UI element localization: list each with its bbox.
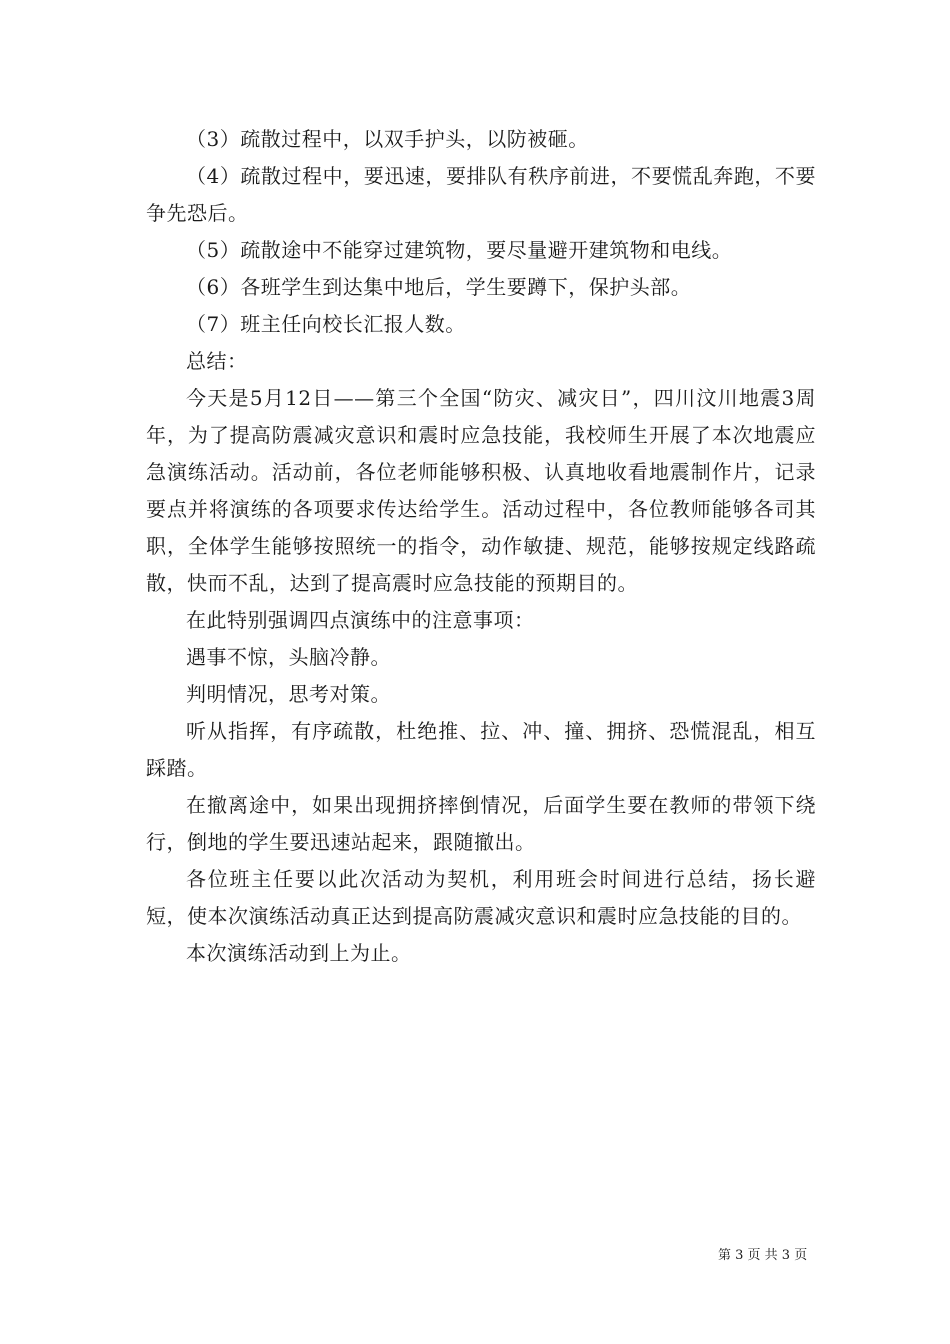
note-item-4: 在撤离途中，如果出现拥挤摔倒情况，后面学生要在教师的带领下绕行，倒地的学生要迅速站起来，跟随撤出。 — [146, 793, 816, 854]
closing-paragraph: 各位班主任要以此次活动为契机，利用班会时间进行总结，扬长避短，使本次演练活动真正达到提高防震减灾意识和震时应急技能的目的。 — [146, 867, 816, 928]
page-number-footer: 第 3 页 共 3 页 — [718, 1248, 808, 1263]
document-body — [146, 121, 816, 972]
summary-paragraph: 今天是5月12日——第三个全国“防灾、减灾日”，四川汶川地震3周年，为了提高防震减灾意识和震时应急技能，我校师生开展了本次地震应急演练活动。活动前，各位老师能够积极、认真地收看地震制作片，记录要点并将演练的各项要求传达给学生。活动过程中，各位教师能够各司其职，全体学生能够按照统一的指令，动作敏捷、规范，能够按规定线路疏散，快而不乱，达到了提高震时应急技能的预期目的。 — [146, 386, 816, 595]
end-statement: 本次演练活动到上为止。 — [186, 941, 412, 965]
note-item-2: 判明情况，思考对策。 — [186, 682, 391, 706]
paragraph-step-4: （4）疏散过程中，要迅速，要排队有秩序前进，不要慌乱奔跑，不要争先恐后。 — [146, 164, 816, 225]
notes-intro: 在此特别强调四点演练中的注意事项： — [186, 608, 535, 632]
note-item-1: 遇事不惊，头脑冷静。 — [186, 645, 391, 669]
summary-heading: 总结： — [186, 349, 248, 373]
paragraph-step-7: （7）班主任向校长汇报人数。 — [186, 312, 466, 336]
note-item-3: 听从指挥，有序疏散，杜绝推、拉、冲、撞、拥挤、恐慌混乱，相互踩踏。 — [146, 719, 816, 780]
paragraph-step-5: （5）疏散途中不能穿过建筑物，要尽量避开建筑物和电线。 — [186, 238, 733, 262]
paragraph-step-6: （6）各班学生到达集中地后，学生要蹲下，保护头部。 — [186, 275, 692, 299]
paragraph-step-3: （3）疏散过程中，以双手护头，以防被砸。 — [186, 127, 589, 151]
